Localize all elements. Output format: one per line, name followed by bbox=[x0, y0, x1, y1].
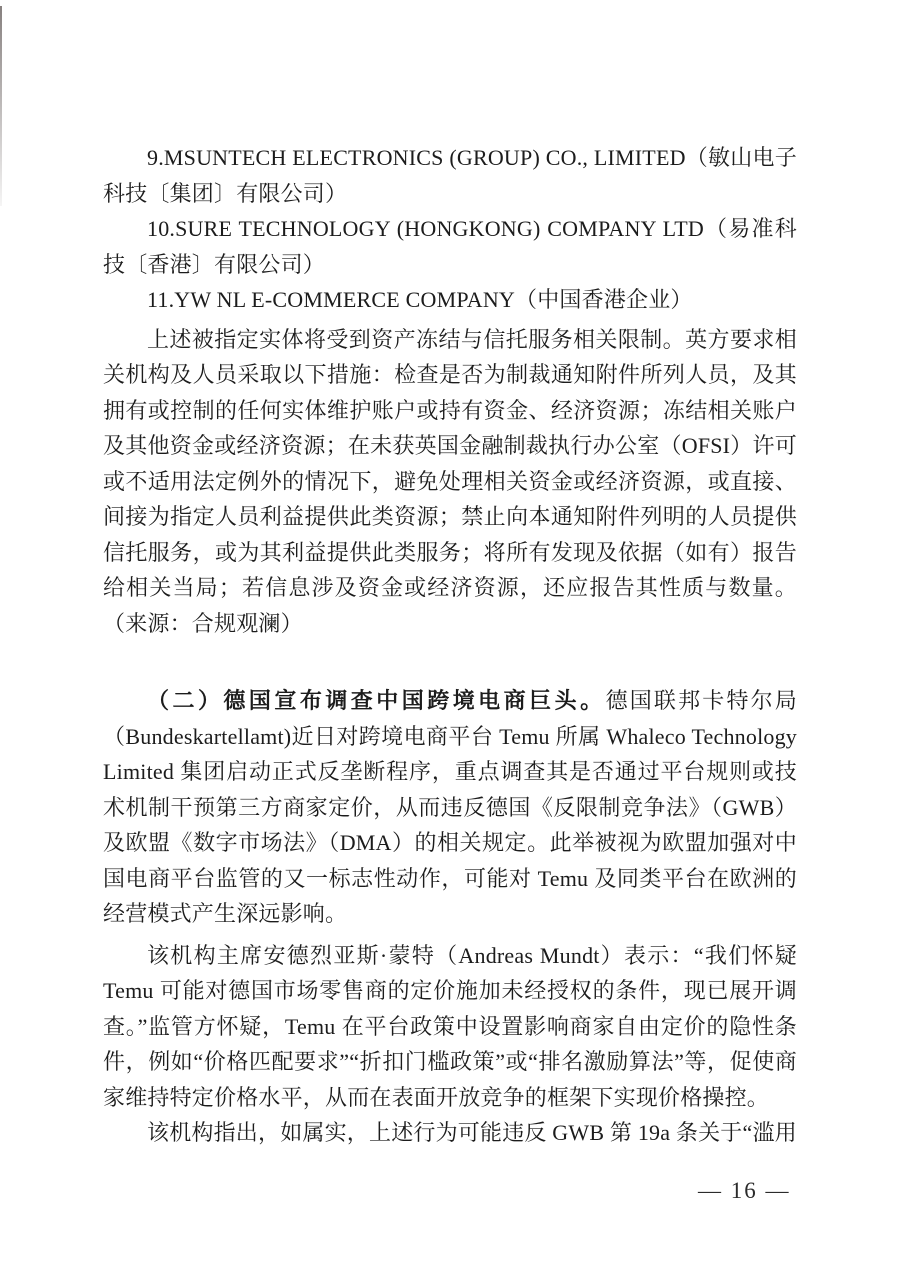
page-content bbox=[103, 140, 797, 1151]
section-heading-germany: （二）德国宣布调查中国跨境电商巨头。 bbox=[147, 688, 606, 713]
paragraph-gwb-violation: 该机构指出，如属实，上述行为可能违反 GWB 第 19a 条关于“滥用 bbox=[147, 1120, 797, 1145]
paragraph-germany-investigation bbox=[103, 683, 797, 932]
paragraph-sanction-measures: 上述被指定实体将受到资产冻结与信托服务相关限制。英方要求相关机构及人员采取以下措施：检查是否为制裁通知附件所列人员，及其拥有或控制的任何实体维护账户或持有资金、经济资源；冻结相关账户及其他资金或经济资源；在未获英国金融制裁执行办公室（OFSI）许可或不适用法定例外的情况下，避免处理相关资金或经济资源，或直接、间接为指定人员利益提供此类资源；禁止向本通知附件列明的人员提供信托服务，或为其利益提供此类服务；将所有发现及依据（如有）报告给相关当局；若信息涉及资金或经济资源，还应报告其性质与数量。（来源：合规观澜） bbox=[103, 326, 797, 636]
section-body-germany: 德国联邦卡特尔局（Bundeskartellamt)近日对跨境电商平台 Temu 所属 Whaleco Technology Limited 集团启动正式反垄断程序，重点调查其是否通过平台规则或技术机制干预第三方商家定价，从而违反德国《反限制竞争法》（GWB）及欧盟《数字市场法》（DMA）的相关规定。此举被视为欧盟加强对中国电商平台监管的又一标志性动作，可能对 Temu 及同类平台在欧洲的经营模式产生深远影响。 bbox=[103, 688, 797, 926]
page-number: — 16 — bbox=[698, 1178, 791, 1203]
list-item-entity-9: 9.MSUNTECH ELECTRONICS (GROUP) CO., LIMITED（敏山电子科技〔集团〕有限公司） bbox=[103, 145, 797, 206]
list-item-entity-11: 11.YW NL E-COMMERCE COMPANY（中国香港企业） bbox=[147, 287, 693, 312]
scan-artifact-left-edge bbox=[0, 6, 2, 206]
paragraph-mundt-statement: 该机构主席安德烈亚斯·蒙特（Andreas Mundt）表示：“我们怀疑 Temu 可能对德国市场零售商的定价施加未经授权的条件，现已展开调查。”监管方怀疑，Temu 在平台政策中设置影响商家自由定价的隐性条件，例如“价格匹配要求”“折扣门槛政策”或“排名激励算法”等，促使商家维持特定价格水平，从而在表面开放竞争的框架下实现价格操控。 bbox=[103, 942, 797, 1110]
list-item-entity-10: 10.SURE TECHNOLOGY (HONGKONG) COMPANY LTD（易准科技〔香港〕有限公司） bbox=[103, 216, 797, 277]
page-footer bbox=[698, 1178, 791, 1204]
